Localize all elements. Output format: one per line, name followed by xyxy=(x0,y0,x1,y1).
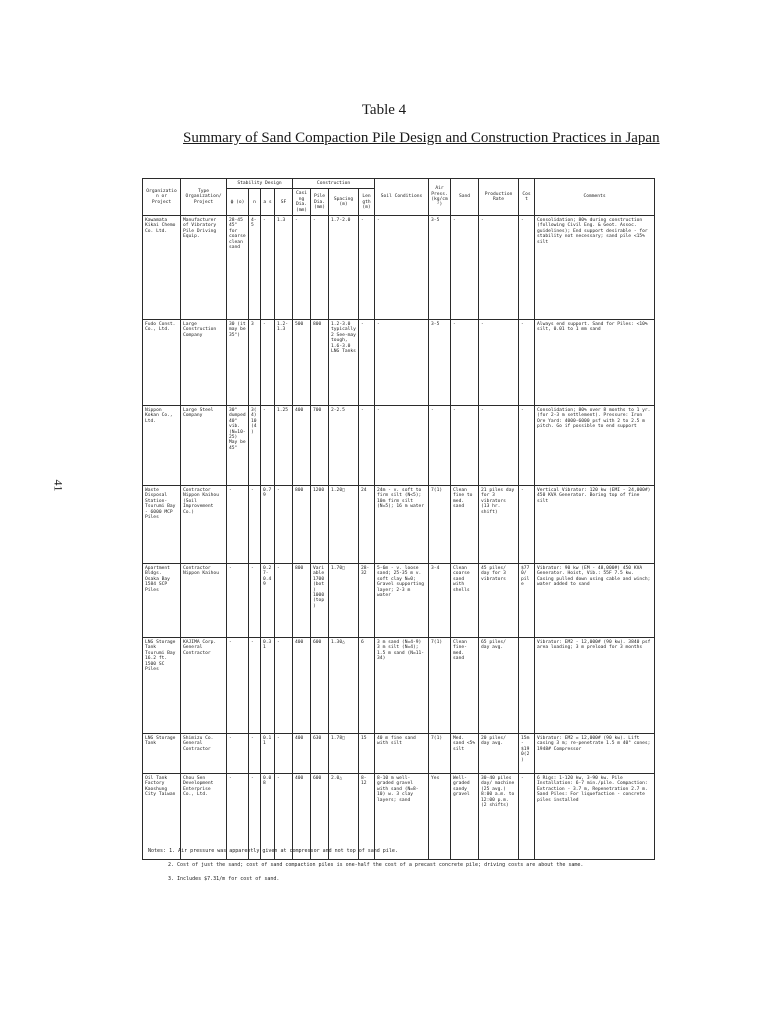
cell-production: 21 piles day for 3 vibrators (13 hr. shift) xyxy=(479,486,519,564)
col-cost: Cost xyxy=(519,179,535,216)
cell-sand: Clean coarse sand with shells xyxy=(451,564,479,638)
cell-as: - xyxy=(261,216,275,320)
cell-production: 30-40 piles day/ machine (25 avg.) 8:00 a.m. to 12:00 p.m. (2 shifts) xyxy=(479,774,519,860)
col-pile: Pile Dia. (mm) xyxy=(311,189,329,216)
table-notes xyxy=(148,848,668,890)
cell-sand: Med. sand <5% silt xyxy=(451,734,479,774)
cell-type: Large Construction Company xyxy=(181,320,227,406)
cell-sand: Well-graded sandy gravel xyxy=(451,774,479,860)
cell-as: - xyxy=(261,406,275,486)
cell-pile: 700 xyxy=(311,406,329,486)
col-as: a s xyxy=(261,189,275,216)
cell-org: Nippon Kokan Co., Ltd. xyxy=(143,406,181,486)
table-row xyxy=(143,638,655,734)
cell-production: 20 piles/ day avg. xyxy=(479,734,519,774)
table-row xyxy=(143,320,655,406)
cell-cost: - xyxy=(519,774,535,860)
header-group-row xyxy=(143,179,655,189)
cell-type: Contractor Nippon Kaihou xyxy=(181,564,227,638)
col-n: n xyxy=(249,189,261,216)
cell-comments: Consolidation; 80% over 8 months to 1 yr. (for 2-3 m settlement). Pressure: Iron Ore Yard: 4000-6000 psf with 2 to 2.5 m pitch. Go if possible to end support xyxy=(535,406,655,486)
cell-cost: - xyxy=(519,320,535,406)
cell-sf: 1.3 xyxy=(275,216,293,320)
cell-sand: - xyxy=(451,406,479,486)
table-row xyxy=(143,734,655,774)
cell-phi: 30 (it may be 35°) xyxy=(227,320,249,406)
table-row xyxy=(143,216,655,320)
col-sand: Sand xyxy=(451,179,479,216)
table-row xyxy=(143,406,655,486)
cell-phi: - xyxy=(227,638,249,734)
cell-org: LNG Storage Tank Tsurumi Bay 16.2 ft. 1500 SC Piles xyxy=(143,638,181,734)
cell-casing: - xyxy=(293,216,311,320)
cell-phi: - xyxy=(227,734,249,774)
cell-as: 0.79 xyxy=(261,486,275,564)
cell-production: - xyxy=(479,406,519,486)
cell-sf: - xyxy=(275,564,293,638)
table-number: Table 4 xyxy=(361,102,407,118)
cell-org: Apartment Bldgs. Osaka Bay 1584 SCP Piles xyxy=(143,564,181,638)
cell-air: 3-5 xyxy=(429,320,451,406)
cell-sand: Clean fine-med. sand xyxy=(451,638,479,734)
cell-as: 0.27-0.49 xyxy=(261,564,275,638)
cell-sand: - xyxy=(451,216,479,320)
col-comments: Comments xyxy=(535,179,655,216)
group-stability: Stability Design xyxy=(227,179,293,189)
cell-pile: 1200 xyxy=(311,486,329,564)
cell-casing: 400 xyxy=(293,774,311,860)
cell-type: Chou Sen Development Enterprise Co., Ltd. xyxy=(181,774,227,860)
cell-length: - xyxy=(359,216,375,320)
cell-type: Contractor Nippon Kaihou (Soil Improvement Co.) xyxy=(181,486,227,564)
cell-cost: - xyxy=(519,406,535,486)
cell-air: 7(1) xyxy=(429,734,451,774)
cell-casing: 400 xyxy=(293,406,311,486)
cell-n: - xyxy=(249,486,261,564)
cell-length: 24 xyxy=(359,486,375,564)
cell-org: Kawamata Kikai Chemo Co. Ltd. xyxy=(143,216,181,320)
cell-soil: 5-6m - v. loose sand; 25-35 m v. soft clay N=0; Gravel supporting layer; 2-3 m water xyxy=(375,564,429,638)
cell-pile: 800 xyxy=(311,320,329,406)
cell-n: 3(4) 10(4) xyxy=(249,406,261,486)
cell-length: - xyxy=(359,406,375,486)
cell-comments: 6 Rigs: 1-120 kw, 3-90 kw. Pile Installation: 6-7 min./pile. Compaction: Extraction - 3.7 m, Repenetration 2.7 m. Sand Piles: For liquefaction - concrete piles installed xyxy=(535,774,655,860)
cell-as: 0.11 xyxy=(261,734,275,774)
cell-comments: Consolidation; 80% during construction (following Civil Eng. & Geot. Assoc. guidelines); End support desirable - for stability not necessary; sand pile <15% silt xyxy=(535,216,655,320)
cell-comments: Vertical Vibrator: 120 kw (EMI - 24,000#) 450 KVA Generator. Boring top of fine silt xyxy=(535,486,655,564)
cell-pile: 600 xyxy=(311,638,329,734)
note-3: 3. Includes $7.31/m for cost of sand. xyxy=(168,876,280,882)
cell-org: Waste Disposal Station-Tsurumi Bay - 6000 MCP Piles xyxy=(143,486,181,564)
cell-n: - xyxy=(249,638,261,734)
cell-comments: Vibrator: 90 kw (EM - 48,000#) 450 KVA Generator. Hoist, Vib.: 55F 7.5 kw. Casing pulled down using cable and winch; water added to sand xyxy=(535,564,655,638)
cell-cost xyxy=(519,638,535,734)
cell-spacing: 2-2.5 xyxy=(329,406,359,486)
cell-casing: 500 xyxy=(293,320,311,406)
table-title: Summary of Sand Compaction Pile Design and Construction Practices in Japan xyxy=(183,130,660,146)
col-phi: ϕ (o) xyxy=(227,189,249,216)
cell-comments: Always end support. Sand for Piles: <10% silt, 0.01 to 1 mm sand xyxy=(535,320,655,406)
cell-casing: 400 xyxy=(293,638,311,734)
cell-length: 6 xyxy=(359,638,375,734)
cell-phi: - xyxy=(227,486,249,564)
cell-phi: 30° dumped 40° vib. (N=10-25) May be 45° xyxy=(227,406,249,486)
col-org: Organization or Project xyxy=(143,179,181,216)
cell-org: Fudo Const. Co., Ltd. xyxy=(143,320,181,406)
cell-length: - xyxy=(359,320,375,406)
cell-length: 15 xyxy=(359,734,375,774)
cell-sand: - xyxy=(451,320,479,406)
table-row xyxy=(143,486,655,564)
cell-casing: 800 xyxy=(293,564,311,638)
cell-soil: - xyxy=(375,406,429,486)
cell-production: - xyxy=(479,216,519,320)
cell-sand: Clean fine to med. sand xyxy=(451,486,479,564)
cell-sf: - xyxy=(275,638,293,734)
cell-org: LNG Storage Tank xyxy=(143,734,181,774)
col-sf: SF xyxy=(275,189,293,216)
cell-comments: Vibrator: EM2 = 12,000# (90 kw). Lift casing 3 m; re-penetrate 1.5 m 40° cones; 1948# Compressor xyxy=(535,734,655,774)
cell-phi: 28-45 45° for coarse clean sand xyxy=(227,216,249,320)
cell-type: KAJIMA Corp. General Contractor xyxy=(181,638,227,734)
table-row xyxy=(143,774,655,860)
cell-sf: 1.2-1.3 xyxy=(275,320,293,406)
cell-air: 3-5 xyxy=(429,216,451,320)
cell-spacing: 2.0△ xyxy=(329,774,359,860)
cell-n: 3 xyxy=(249,320,261,406)
cell-sf: - xyxy=(275,486,293,564)
cell-type: Shimizu Co. General Contractor xyxy=(181,734,227,774)
col-casing: Casing Dia. (mm) xyxy=(293,189,311,216)
cell-length: 8-12 xyxy=(359,774,375,860)
cell-soil: - xyxy=(375,216,429,320)
group-construction: Construction xyxy=(293,179,375,189)
cell-as: 0.31 xyxy=(261,638,275,734)
col-air: Air Press. (kg/cm²) xyxy=(429,179,451,216)
cell-comments: Vibrator: EM2 - 12,000# (90 kw). 3840 psf area loading; 3 m preload for 3 months xyxy=(535,638,655,734)
cell-air: 7(1) xyxy=(429,486,451,564)
cell-cost: - xyxy=(519,486,535,564)
col-type: Type Organization/ Project xyxy=(181,179,227,216)
cell-cost: $770/ pile xyxy=(519,564,535,638)
cell-n: 4-5 xyxy=(249,216,261,320)
col-length: Length (m) xyxy=(359,189,375,216)
cell-soil: 3 m sand (N=4-9) 3 m silt (N=4); 1.5 m sand (N=11-34) xyxy=(375,638,429,734)
cell-spacing: 1.20□ xyxy=(329,486,359,564)
cell-sf: - xyxy=(275,734,293,774)
cell-phi: - xyxy=(227,564,249,638)
cell-cost: - xyxy=(519,216,535,320)
col-soil: Soil Conditions xyxy=(375,179,429,216)
cell-as: - xyxy=(261,320,275,406)
cell-spacing: 1.30△ xyxy=(329,638,359,734)
cell-length: 28-32 xyxy=(359,564,375,638)
cell-spacing: 1.7-2.0 xyxy=(329,216,359,320)
cell-n: - xyxy=(249,734,261,774)
cell-spacing: 1.78□ xyxy=(329,734,359,774)
cell-production: 65 piles/ day avg. xyxy=(479,638,519,734)
cell-type: Manufacturer of Vibratory Pile Driving Equip. xyxy=(181,216,227,320)
cell-org: Oil Tank Factory Kaoshung City Taiwan xyxy=(143,774,181,860)
cell-cost: 15m - $190(2) xyxy=(519,734,535,774)
cell-air: 3-4 xyxy=(429,564,451,638)
cell-sf: 1.25 xyxy=(275,406,293,486)
cell-n: - xyxy=(249,774,261,860)
cell-production: 45 piles/ day for 3 vibrators xyxy=(479,564,519,638)
cell-casing: 400 xyxy=(293,734,311,774)
cell-pile: - xyxy=(311,216,329,320)
cell-as: 0.08 xyxy=(261,774,275,860)
cell-n: - xyxy=(249,564,261,638)
cell-soil: 8-10 m well-graded gravel with sand (N=8-10) w. 3 clay layers; sand xyxy=(375,774,429,860)
note-1: Notes: 1. Air pressure was apparently given at compressor and not top of sand pile. xyxy=(148,848,398,854)
cell-pile: Variable 1700(bot) 1000(top) xyxy=(311,564,329,638)
cell-air: - xyxy=(429,406,451,486)
cell-sf: - xyxy=(275,774,293,860)
cell-soil: - xyxy=(375,320,429,406)
cell-spacing: 1.2-3.0 typically 2 See-may tough, 1.6-3.0 LNG Tanks xyxy=(329,320,359,406)
cell-soil: 24m - v. soft to firm silt (N<5); 10m firm silt (N=5); 16 m water xyxy=(375,486,429,564)
col-production: Production Rate xyxy=(479,179,519,216)
cell-pile: 600 xyxy=(311,774,329,860)
summary-table xyxy=(142,178,655,860)
table-row xyxy=(143,564,655,638)
cell-phi: - xyxy=(227,774,249,860)
cell-casing: 800 xyxy=(293,486,311,564)
cell-soil: 40 m fine sand with silt xyxy=(375,734,429,774)
note-2: 2. Cost of just the sand; cost of sand compaction piles is one-half the cost of a precast concrete pile; driving costs are about the same. xyxy=(168,862,584,868)
cell-production: - xyxy=(479,320,519,406)
page-number: 41 xyxy=(51,479,66,492)
cell-air: 7(1) xyxy=(429,638,451,734)
cell-air: Yes xyxy=(429,774,451,860)
cell-pile: 630 xyxy=(311,734,329,774)
cell-spacing: 1.70□ xyxy=(329,564,359,638)
cell-type: Large Steel Company xyxy=(181,406,227,486)
col-spacing: Spacing (m) xyxy=(329,189,359,216)
